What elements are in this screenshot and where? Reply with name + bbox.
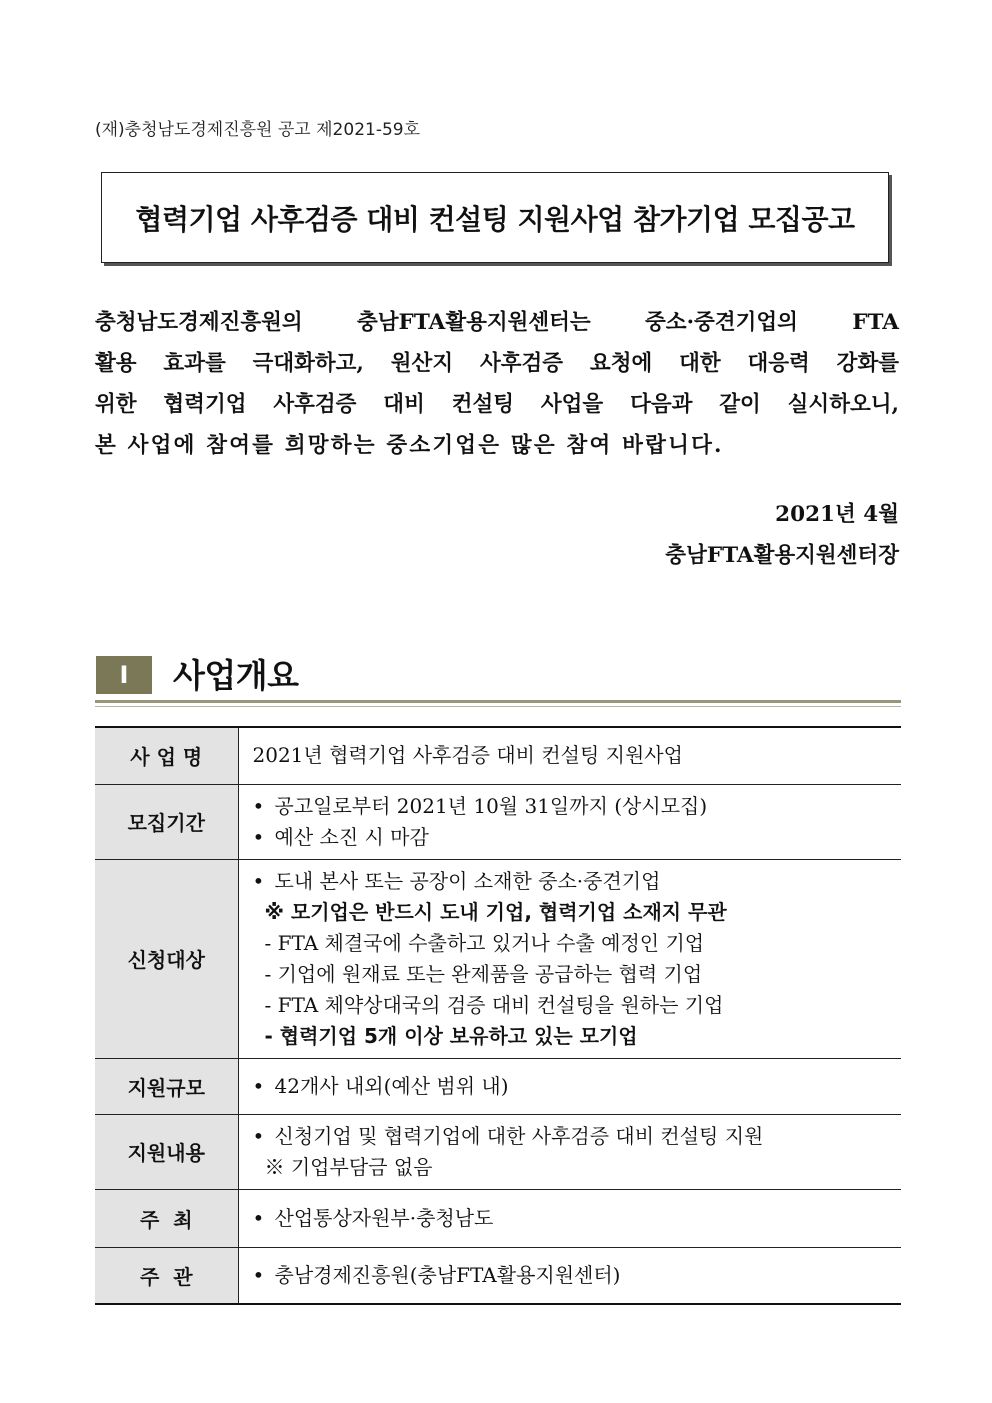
row-target [95, 859, 901, 1058]
value-scale [238, 1058, 901, 1114]
value-host [238, 1189, 901, 1247]
intro-line: 충청남도경제진흥원의 충남FTA활용지원센터는 중소·중견기업의 FTA [95, 310, 899, 335]
content-text: 신청기업 및 협력기업에 대한 사후검증 대비 컨설팅 지원 [274, 1123, 764, 1148]
row-period [95, 784, 901, 859]
content-note: ※ 기업부담금 없음 [264, 1154, 433, 1179]
intro-line: 본 사업에 참여를 희망하는 중소기업은 많은 참여 바랍니다. [95, 433, 724, 458]
target-sub-item: - FTA 체약상대국의 검증 대비 컨설팅을 원하는 기업 [264, 992, 724, 1017]
label-project-name: 사 업 명 [95, 727, 238, 784]
row-scale [95, 1058, 901, 1114]
list-item [253, 866, 902, 897]
value-target [238, 859, 901, 1058]
title-box [101, 172, 889, 263]
list-item [253, 1071, 902, 1102]
target-sub-item: - 기업에 원재료 또는 완제품을 공급하는 협력 기업 [264, 961, 703, 986]
label-organizer: 주 관 [95, 1247, 238, 1304]
value-organizer [238, 1247, 901, 1304]
bullet-icon: • [252, 868, 265, 893]
notice-reference: (재)충청남도경제진흥원 공고 제2021-59호 [95, 120, 421, 140]
signoff-block [665, 494, 899, 576]
value-project-name [238, 727, 901, 784]
label-period: 모집기간 [95, 784, 238, 859]
period-item-text: 공고일로부터 2021년 10월 31일까지 (상시모집) [274, 793, 708, 818]
section-title: 사업개요 [173, 656, 299, 695]
scale-text: 42개사 내외(예산 범위 내) [274, 1073, 509, 1098]
bullet-icon: • [252, 793, 265, 818]
value-content [238, 1114, 901, 1189]
list-item [253, 1121, 902, 1152]
overview-table [95, 726, 901, 1305]
intro-line: 활용 효과를 극대화하고, 원산지 사후검증 요청에 대한 대응력 강화를 [95, 351, 899, 376]
host-text: 산업통상자원부·충청남도 [274, 1205, 494, 1230]
issuer-name: 충남FTA활용지원센터장 [665, 543, 899, 568]
row-organizer [95, 1247, 901, 1304]
section-rule-thin [95, 706, 901, 707]
document-title: 협력기업 사후검증 대비 컨설팅 지원사업 참가기업 모집공고 [135, 202, 855, 236]
target-sub-item: - FTA 체결국에 수출하고 있거나 수출 예정인 기업 [264, 930, 705, 955]
list-item [253, 1203, 902, 1234]
project-name-text: 2021년 협력기업 사후검증 대비 컨설팅 지원사업 [252, 743, 683, 768]
intro-line: 위한 협력기업 사후검증 대비 컨설팅 사업을 다음과 같이 실시하오니, [95, 392, 899, 417]
label-target: 신청대상 [95, 859, 238, 1058]
bullet-icon: • [252, 1262, 265, 1287]
target-note: ※ 모기업은 반드시 도내 기업, 협력기업 소재지 무관 [264, 899, 727, 924]
list-item [253, 822, 902, 853]
row-host [95, 1189, 901, 1247]
bullet-icon: • [252, 1123, 265, 1148]
target-main-text: 도내 본사 또는 공장이 소재한 중소·중견기업 [274, 868, 661, 893]
notice-date: 2021년 4월 [775, 502, 899, 527]
organizer-text: 충남경제진흥원(충남FTA활용지원센터) [274, 1262, 621, 1287]
label-host: 주 최 [95, 1189, 238, 1247]
row-content [95, 1114, 901, 1189]
bullet-icon: • [252, 824, 265, 849]
list-item [253, 791, 902, 822]
label-content: 지원내용 [95, 1114, 238, 1189]
list-item [253, 1260, 902, 1291]
row-project-name [95, 727, 901, 784]
section-number: Ⅰ [96, 656, 152, 694]
section-rule [95, 700, 901, 703]
period-item-text: 예산 소진 시 마감 [274, 824, 429, 849]
value-period [238, 784, 901, 859]
bullet-icon: • [252, 1073, 265, 1098]
label-scale: 지원규모 [95, 1058, 238, 1114]
bullet-icon: • [252, 1205, 265, 1230]
intro-paragraph [95, 302, 899, 466]
section-header [95, 650, 901, 706]
target-sub-item-bold: - 협력기업 5개 이상 보유하고 있는 모기업 [264, 1023, 638, 1048]
